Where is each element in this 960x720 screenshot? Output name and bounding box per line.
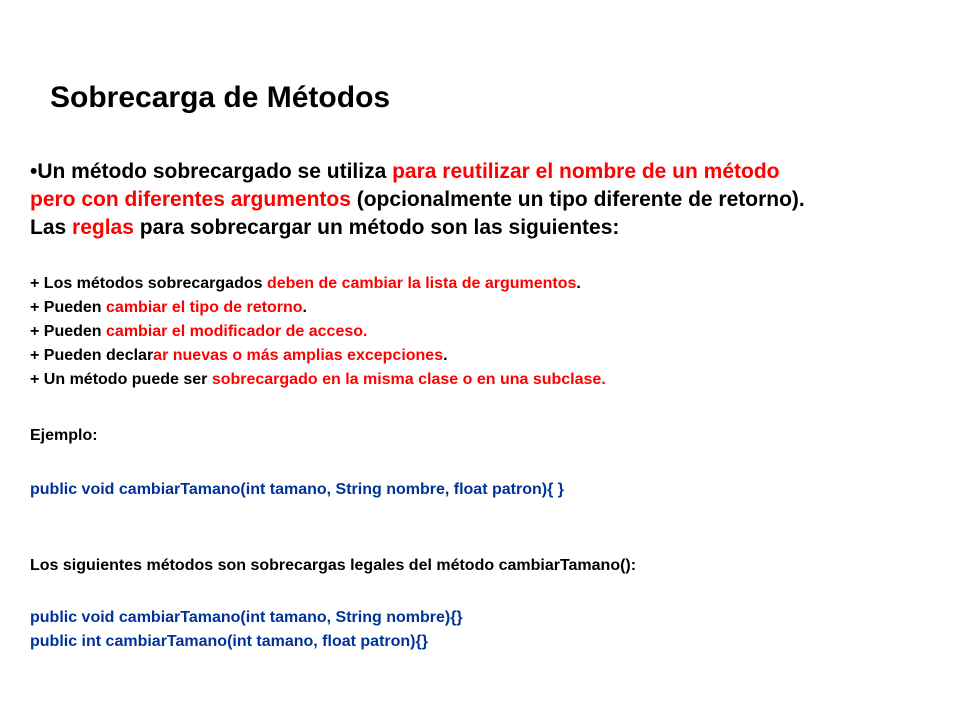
example-code: public void cambiarTamano(int tamano, String nombre, float patron){ } — [30, 481, 564, 498]
rule-item — [30, 344, 606, 368]
intro-line-2-plain: (opcionalmente un tipo diferente de retorno). — [350, 188, 805, 211]
rule-highlight: deben de cambiar la lista de argumentos — [266, 275, 577, 292]
rule-text-end: . — [302, 299, 307, 316]
rule-highlight: cambiar el modificador de acceso. — [106, 323, 368, 340]
intro-line-1-plain: •Un método sobrecargado se utiliza — [30, 160, 393, 183]
rule-text: + Pueden — [30, 323, 107, 340]
overloads-code — [30, 606, 463, 654]
example-label: Ejemplo: — [30, 427, 98, 444]
intro-line-3-highlight: reglas — [72, 216, 134, 239]
rule-item — [30, 296, 606, 320]
intro-line-3-plain-a: Las — [30, 216, 73, 239]
overload-code-line: public int cambiarTamano(int tamano, float patron){} — [30, 633, 428, 650]
overload-code-line: public void cambiarTamano(int tamano, String nombre){} — [30, 609, 463, 626]
rule-text: + Pueden declar — [30, 347, 154, 364]
rules-list — [30, 272, 606, 392]
rule-item — [30, 272, 606, 296]
intro-paragraph — [30, 158, 940, 242]
intro-line-1 — [30, 158, 940, 186]
rule-highlight: sobrecargado en la misma clase o en una subclase. — [211, 371, 606, 388]
rule-highlight: ar nuevas o más amplias excepciones — [153, 347, 444, 364]
rule-text: + Pueden — [30, 299, 107, 316]
intro-line-3-plain-b: para sobrecargar un método son las siguientes: — [133, 216, 620, 239]
rule-highlight: cambiar el tipo de retorno — [106, 299, 303, 316]
intro-line-2 — [30, 186, 940, 214]
rule-text: + Un método puede ser — [30, 371, 212, 388]
rule-item — [30, 320, 606, 344]
slide-title: Sobrecarga de Métodos — [50, 81, 391, 114]
overloads-label: Los siguientes métodos son sobrecargas legales del método cambiarTamano(): — [30, 557, 637, 574]
intro-line-3 — [30, 214, 940, 242]
rule-text-end: . — [443, 347, 448, 364]
intro-line-2-highlight: pero con diferentes argumentos — [30, 188, 351, 211]
rule-text-end: . — [576, 275, 581, 292]
intro-line-1-highlight: para reutilizar el nombre de un método — [392, 160, 780, 183]
rule-text: + Los métodos sobrecargados — [30, 275, 267, 292]
rule-item — [30, 368, 606, 392]
